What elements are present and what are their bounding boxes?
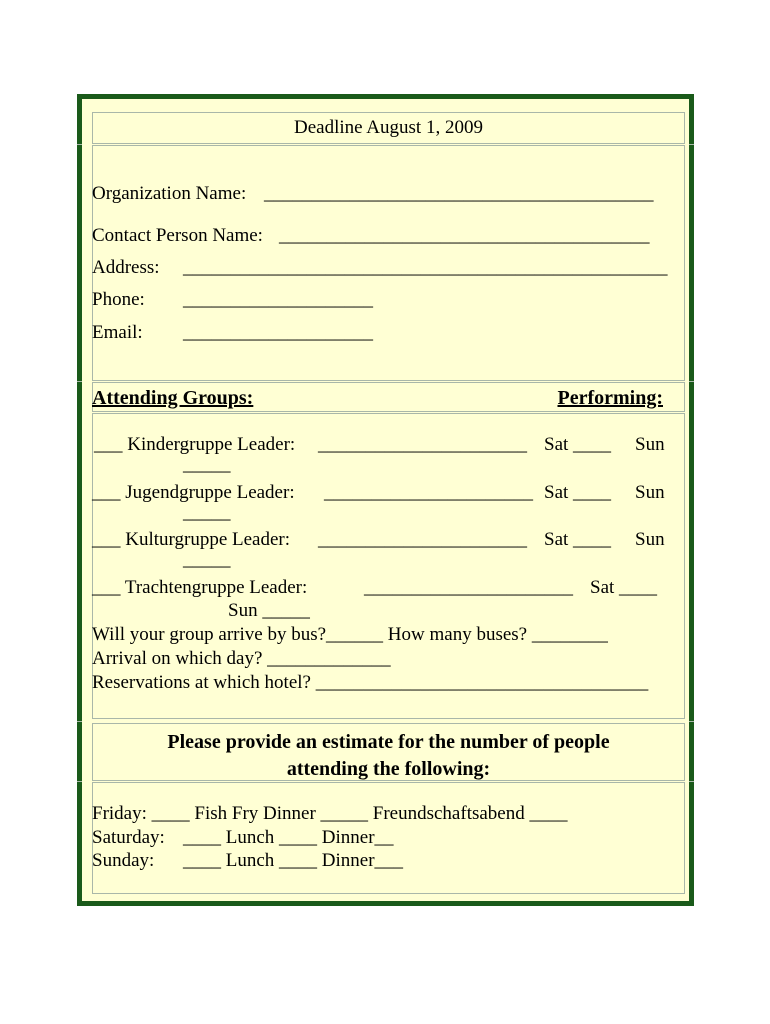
edge-tick [77,781,82,782]
trachtengruppe-leader-field[interactable]: ______________________ [364,577,573,598]
kulturgruppe-sat[interactable]: Sat ____ [544,529,612,550]
address-label: Address: [92,257,160,278]
jugendgruppe-sun-field[interactable]: _____ [183,502,231,523]
edge-tick [689,781,694,782]
deadline-title: Deadline August 1, 2009 [294,117,483,138]
email-field[interactable]: ____________________ [183,322,373,343]
edge-tick [77,721,82,722]
trachtengruppe-label: ___ Trachtengruppe Leader: [92,577,308,598]
phone-field[interactable]: ____________________ [183,289,373,310]
edge-tick [689,381,694,382]
edge-tick [689,721,694,722]
jugendgruppe-sun: Sun [635,482,665,503]
trachtengruppe-sun[interactable]: Sun _____ [228,600,310,621]
jugendgruppe-leader-field[interactable]: ______________________ [324,482,533,503]
trachtengruppe-sat[interactable]: Sat ____ [590,577,658,598]
kindergruppe-sat[interactable]: Sat ____ [544,434,612,455]
kindergruppe-label: ___ Kindergruppe Leader: [94,434,296,455]
saturday-label: Saturday: [92,827,165,848]
performing-heading: Performing: [557,387,663,409]
sunday-fields[interactable]: ____ Lunch ____ Dinner___ [183,850,404,871]
jugendgruppe-sat[interactable]: Sat ____ [544,482,612,503]
registration-form [77,94,694,906]
edge-tick [77,144,82,145]
contact-person-field[interactable]: _______________________________________ [279,225,650,246]
arrival-question[interactable]: Arrival on which day? _____________ [92,648,391,669]
phone-label: Phone: [92,289,145,310]
kulturgruppe-label: ___ Kulturgruppe Leader: [92,529,291,550]
contact-person-label: Contact Person Name: [92,225,263,246]
sunday-label: Sunday: [92,850,155,871]
attending-groups-heading: Attending Groups: [92,387,254,409]
kulturgruppe-sun: Sun [635,529,665,550]
edge-tick [689,144,694,145]
saturday-fields[interactable]: ____ Lunch ____ Dinner__ [183,827,394,848]
bus-question[interactable]: Will your group arrive by bus?______ How many buses? ________ [92,624,608,645]
hotel-question[interactable]: Reservations at which hotel? ___________________________________ [92,672,649,693]
edge-tick [77,381,82,382]
jugendgruppe-label: ___ Jugendgruppe Leader: [92,482,295,503]
org-name-label: Organization Name: [92,183,247,204]
estimate-heading-line-1: Please provide an estimate for the number of people [167,731,610,753]
address-field[interactable]: ___________________________________________________ [183,257,668,278]
kindergruppe-sun: Sun [635,434,665,455]
kulturgruppe-leader-field[interactable]: ______________________ [318,529,527,550]
friday-row[interactable]: Friday: ____ Fish Fry Dinner _____ Freundschaftsabend ____ [92,803,568,824]
estimate-heading-line-2: attending the following: [286,758,491,780]
kulturgruppe-sun-field[interactable]: _____ [183,549,231,570]
email-label: Email: [92,322,143,343]
kindergruppe-leader-field[interactable]: ______________________ [318,434,527,455]
org-name-field[interactable]: _________________________________________ [264,183,654,204]
kindergruppe-sun-field[interactable]: _____ [183,454,231,475]
